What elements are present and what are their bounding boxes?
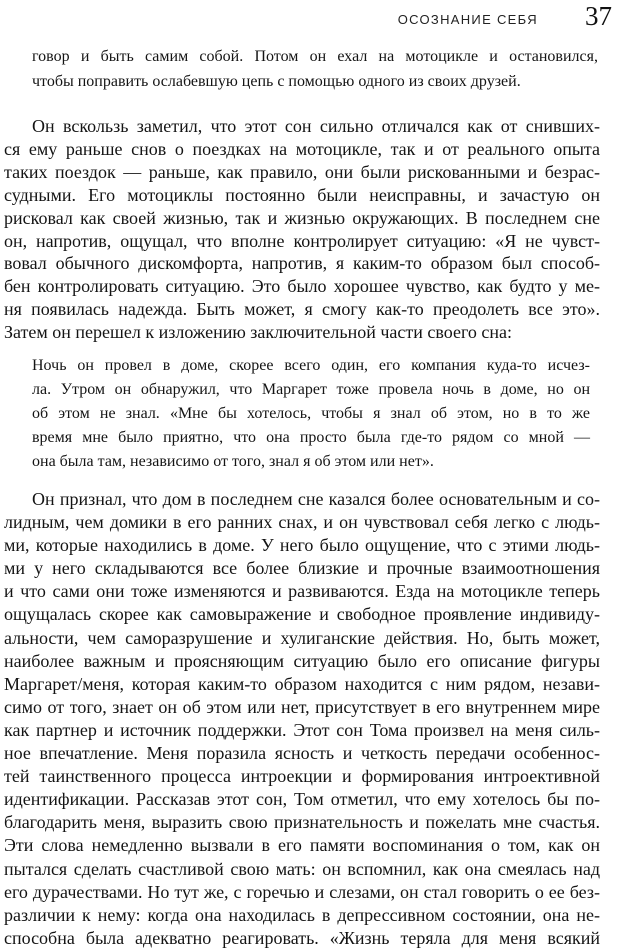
text-line: Маргарет/меня, которая каким-то образом находится с ним рядом, незави-	[4, 673, 600, 694]
text-line: ми, которые находились в доме. У него было ощущение, что с этими людь-	[4, 535, 600, 556]
text-line: ное впечатление. Меня поразила ясность и четкость передачи особеннос-	[4, 743, 600, 764]
text-line: симо от того, знает он об этом или нет, присутствует в его внутреннем мире	[4, 696, 600, 717]
text-line: наиболее важным и проясняющим ситуацию было его описание фигуры	[4, 650, 600, 671]
block-quote	[32, 354, 590, 474]
text-line: рисковал как своей жизнью, так и жизнью окружающих. В последнем сне	[4, 207, 600, 228]
text-line: он, напротив, ощущал, что вполне контролирует ситуацию: «Я не чувст-	[4, 230, 600, 251]
text-line: Затем он перешел к изложению заключительной части своего сна:	[4, 322, 513, 343]
text-line: лидным, чем домики в его ранних снах, и он чувствовал себя легко с людь-	[4, 512, 600, 533]
text-line: бен контролировать ситуацию. Это было хорошее чувство, как будто у ме-	[4, 276, 600, 297]
text-line: благодарить меня, выразить свою признательность и пожелать мне счастья.	[4, 812, 600, 833]
text-line: об этом не знал. «Мне бы хотелось, чтобы я знал об этом, но в то же	[32, 405, 590, 422]
text-line: Эти слова немедленно вызвали в его памяти воспоминания о том, как он	[4, 835, 600, 856]
text-line: она была там, независимо от того, знал я об этом или нет».	[32, 453, 434, 470]
text-line: вовал обычного дискомфорта, напротив, я каким-то образом был способ-	[4, 253, 600, 274]
paragraph	[4, 115, 600, 344]
text-line: идентификации. Рассказав этот сон, Том отметил, что ему хотелось бы по-	[4, 789, 600, 810]
text-line: пытался сделать счастливой свою мать: он вспомнил, как она смеялась над	[4, 858, 600, 879]
text-line: альности, чем саморазрушение и хулиганские действия. Но, быть может,	[4, 627, 600, 648]
text-line: ощущалась скорее как самовыражение и свободное проявление индивиду-	[4, 604, 600, 625]
text-line: ми у него складываются все более близкие и прочные взаимоотношения	[4, 558, 600, 579]
page-number: 37	[585, 1, 612, 31]
text-line: судными. Его мотоциклы постоянно были неисправны, и зачастую он	[4, 184, 600, 205]
block-quote-continuation	[32, 44, 598, 94]
text-line: способна была адекватно реагировать. «Жизнь теряла для меня всякий	[4, 927, 600, 948]
text-line: чтобы поправить ослабевшую цепь с помощью одного из своих друзей.	[32, 73, 521, 90]
text-line: Он признал, что дом в последнем сне казался более основательным и со-	[32, 489, 600, 509]
text-line: говор и быть самим собой. Потом он ехал на мотоцикле и остановился,	[32, 48, 598, 65]
running-header	[0, 0, 620, 40]
text-line: его дурачествами. Но тут же, с горечью и слезами, он стал говорить о ее без-	[4, 881, 600, 902]
text-line: как партнер и источник поддержки. Этот сон Тома произвел на меня силь-	[4, 719, 600, 740]
text-line: ня появилась надежда. Быть может, я смогу как-то преодолеть все это».	[4, 299, 600, 320]
text-line: время мне было приятно, что она просто была где-то рядом со мной —	[32, 429, 590, 446]
text-line: Он вскользь заметил, что этот сон сильно отличался как от снивших-	[32, 116, 600, 136]
text-line: ся ему раньше снов о поездках на мотоцикле, так и от реального опыта	[4, 138, 600, 159]
text-line: ла. Утром он обнаружил, что Маргарет тоже провела ночь в доме, но он	[32, 381, 590, 398]
text-line: Ночь он провел в доме, скорее всего один, его компания куда-то исчез-	[32, 357, 590, 374]
text-line: различии к нему: когда она находилась в депрессивном состоянии, она не-	[4, 904, 600, 925]
paragraph	[4, 488, 600, 950]
text-line: таких поездок — раньше, как правило, они были рискованными и безрас-	[4, 161, 600, 182]
text-line: и что сами они тоже изменяются и развиваются. Езда на мотоцикле теперь	[4, 581, 600, 602]
section-title: ОСОЗНАНИЕ СЕБЯ	[397, 12, 538, 27]
text-line: тей таинственного процесса интроекции и формирования интроективной	[4, 766, 600, 787]
